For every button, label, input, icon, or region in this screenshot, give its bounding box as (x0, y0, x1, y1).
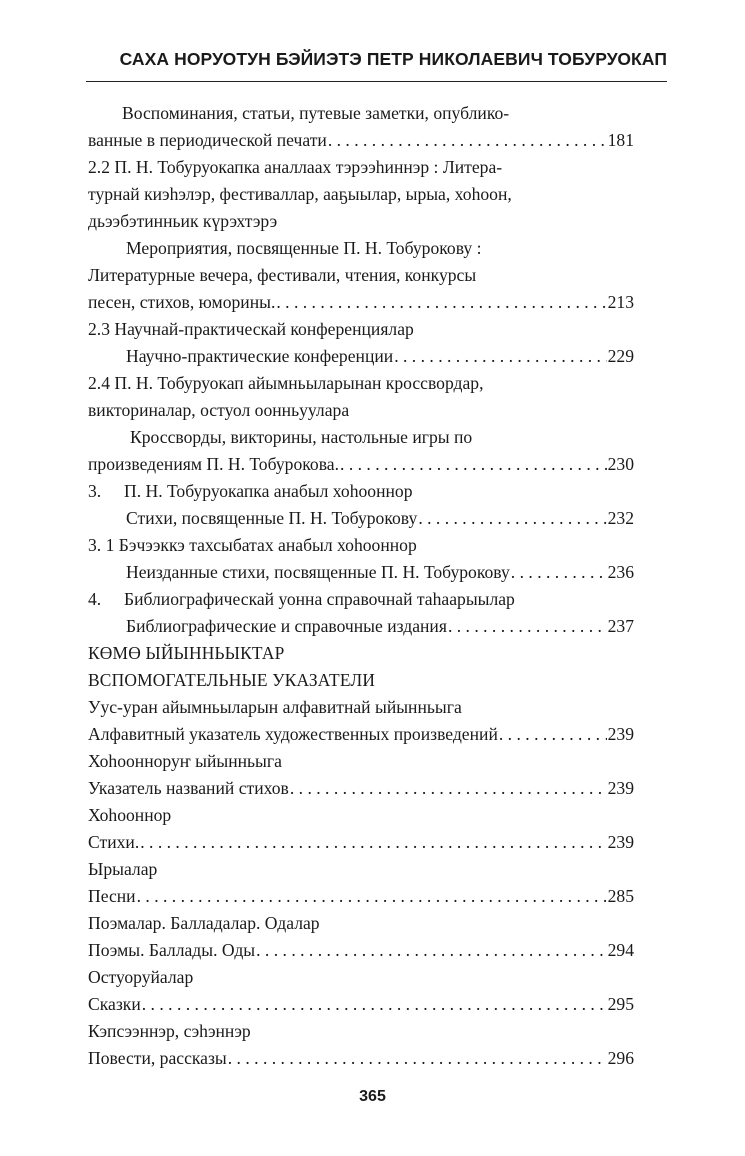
toc-line: Ырыалар (88, 859, 158, 879)
toc-entry (88, 127, 634, 154)
dot-leader (499, 721, 607, 748)
toc-page-number: 181 (607, 130, 634, 150)
section-heading: ВСПОМОГАТЕЛЬНЫЕ УКАЗАТЕЛИ (88, 670, 376, 690)
toc-entry (88, 451, 634, 478)
toc-entry-title: произведениям П. Н. Тобурокова. (88, 454, 340, 474)
dot-leader (256, 937, 606, 964)
toc-line-text: Библиографическай уонна справочнай таһаарыылар (124, 589, 515, 609)
toc-page-number: 285 (607, 886, 634, 906)
toc-line: Хоһоонноруҥ ыйынньыга (88, 751, 282, 771)
toc-entry-title: Сказки (88, 994, 141, 1014)
dot-leader (328, 127, 607, 154)
toc-line: Остуоруйалар (88, 967, 194, 987)
toc-line-text: П. Н. Тобуруокапка анабыл хоһооннор (124, 481, 413, 501)
toc-line: 2.2 П. Н. Тобуруокапка аналлаах тэрээһиннэр : Литера- (88, 157, 503, 177)
toc-entry-title: Библиографические и справочные издания (126, 616, 447, 636)
toc-entry-title: Песни (88, 886, 136, 906)
toc-line (88, 586, 634, 613)
toc-line: Кроссворды, викторины, настольные игры по (130, 427, 473, 447)
dot-leader (276, 289, 606, 316)
toc-page-number: 230 (607, 454, 634, 474)
toc-entry (88, 343, 634, 370)
toc-line: викториналар, остуол оонньуулара (88, 400, 350, 420)
toc-page-number: 229 (607, 346, 634, 366)
toc-entry-title: Стихи. (88, 832, 140, 852)
dot-leader (142, 991, 607, 1018)
toc-line: 3. 1 Бэчээккэ тахсыбатах анабыл хоһооннор (88, 535, 417, 555)
toc-page-number: 236 (607, 562, 634, 582)
toc-entry (88, 1045, 634, 1072)
toc-entry-title: Стихи, посвященные П. Н. Тобурокову (126, 508, 418, 528)
toc-entry-title: Указатель названий стихов (88, 778, 289, 798)
toc-page-number: 239 (607, 832, 634, 852)
toc-entry-title: песен, стихов, юморины. (88, 292, 276, 312)
toc-entry-title: Алфавитный указатель художественных произведений (88, 724, 498, 744)
page-number: 365 (359, 1088, 386, 1105)
toc-entry (88, 559, 634, 586)
toc-line: Уус-уран айымньыларын алфавитнай ыйынньыга (88, 697, 462, 717)
toc-entry (88, 505, 634, 532)
toc-line: Хоһооннор (88, 805, 172, 825)
dot-leader (511, 559, 607, 586)
toc-line: Поэмалар. Балладалар. Одалар (88, 913, 320, 933)
toc-line (88, 478, 634, 505)
toc-entry (88, 613, 634, 640)
toc-line: Мероприятия, посвященные П. Н. Тобурокову : (126, 238, 482, 258)
toc-line: Литературные вечера, фестивали, чтения, конкурсы (88, 265, 477, 285)
section-number: 3. (88, 481, 102, 501)
toc-entry (88, 289, 634, 316)
dot-leader (137, 883, 607, 910)
dot-leader (448, 613, 607, 640)
toc-line: дьээбэтинньик күрэхтэрэ (88, 211, 278, 231)
toc-entry (88, 991, 634, 1018)
toc-page-number: 232 (607, 508, 634, 528)
toc-page-number: 239 (607, 778, 634, 798)
toc-entry (88, 829, 634, 856)
toc-entry-title: Научно-практические конференции (126, 346, 394, 366)
toc-entry (88, 775, 634, 802)
toc-page-number: 237 (607, 616, 634, 636)
toc-entry (88, 937, 634, 964)
dot-leader (140, 829, 606, 856)
toc-page-number: 239 (607, 724, 634, 744)
toc-page-number: 213 (607, 292, 634, 312)
section-number: 4. (88, 589, 102, 609)
toc-line: турнай киэһэлэр, фестиваллар, ааҕыылар, ырыа, хоһоон, (88, 184, 512, 204)
section-heading: КӨМӨ ЫЙЫННЬЫКТАР (88, 643, 285, 663)
dot-leader (394, 343, 606, 370)
dot-leader (228, 1045, 607, 1072)
toc-entry-title: ванные в периодической печати (88, 130, 327, 150)
toc-line: Воспоминания, статьи, путевые заметки, опублико- (122, 103, 510, 123)
dot-leader (418, 505, 606, 532)
toc-entry (88, 883, 634, 910)
toc-line: 2.3 Научнай-практическай конференциялар (88, 319, 414, 339)
dot-leader (340, 451, 607, 478)
toc-line: 2.4 П. Н. Тобуруокап айымньыларынан кроссвордар, (88, 373, 484, 393)
toc-line: Кэпсээннэр, сэһэннэр (88, 1021, 251, 1041)
dot-leader (290, 775, 607, 802)
toc-entry (88, 721, 634, 748)
table-of-contents (88, 100, 634, 1072)
toc-entry-title: Повести, рассказы (88, 1048, 227, 1068)
toc-entry-title: Поэмы. Баллады. Оды (88, 940, 256, 960)
toc-page-number: 296 (607, 1048, 634, 1068)
header-rule (86, 81, 667, 82)
toc-entry-title: Неизданные стихи, посвященные П. Н. Тобурокову (126, 562, 510, 582)
running-header: САХА НОРУОТУН БЭЙИЭТЭ ПЕТР НИКОЛАЕВИЧ ТОБУРУОКАП (119, 49, 667, 69)
toc-page-number: 294 (607, 940, 634, 960)
toc-page-number: 295 (607, 994, 634, 1014)
